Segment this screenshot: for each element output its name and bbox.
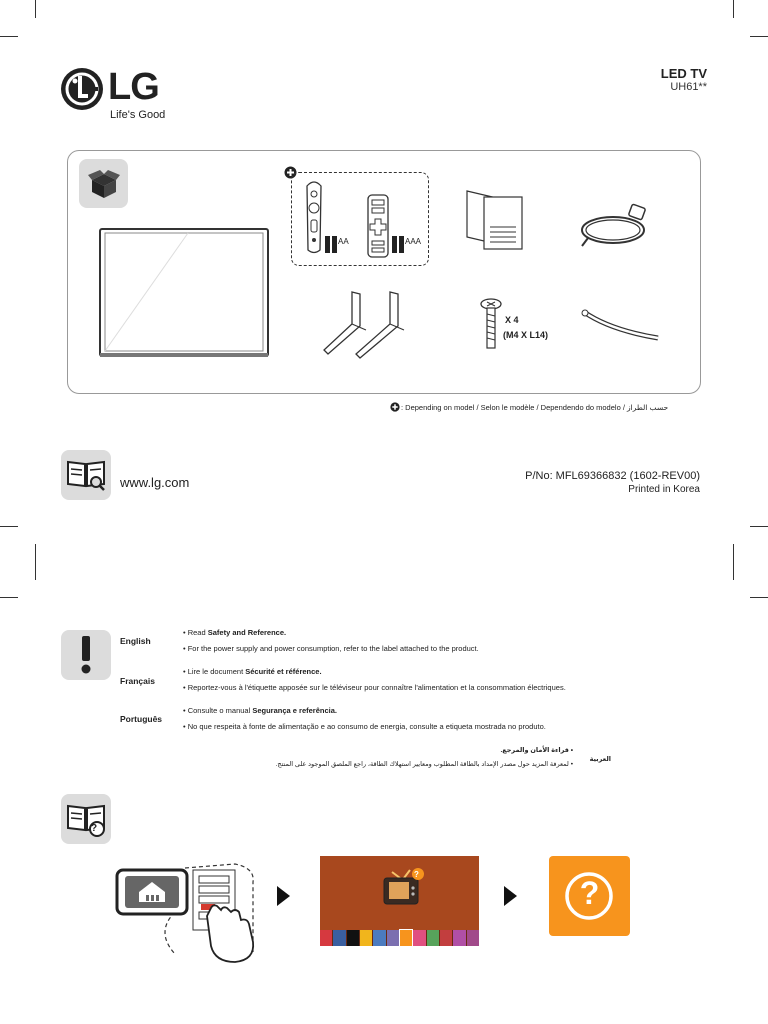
crop-mark (0, 526, 18, 527)
product-type: LED TV (660, 66, 707, 81)
portuguese-line-2: • No que respeita à fonte de alimentação e ao consumo de energia, consulte a etiqueta mostrada no produto. (183, 722, 546, 731)
arabic-line-2: • لمعرفة المزيد حول مصدر الإمداد بالطاقة المطلوب ومعايير استهلاك الطاقة، راجع الملصق الموجود على المنتج. (275, 761, 573, 768)
lang-english: English (120, 636, 151, 646)
lang-portuguese: Português (120, 714, 163, 724)
optional-plus-icon (390, 402, 400, 412)
crop-mark (0, 36, 18, 37)
portuguese-line-1: • Consulte o manual Segurança e referência. (183, 706, 337, 715)
model-number: UH61** (670, 81, 707, 93)
lang-arabic: العربية (589, 756, 611, 763)
battery-aa-icon (324, 234, 338, 254)
screw-count: X 4 (505, 315, 519, 325)
battery-aaa-icon (391, 234, 405, 254)
package-icon (86, 166, 122, 202)
remote-home-illustration (115, 862, 265, 966)
help-badge: ? (414, 870, 419, 879)
tv-illustration (98, 227, 270, 359)
app-launcher-bar (320, 930, 479, 946)
tv-home-screen (320, 856, 479, 946)
battery-aaa-label: AAA (405, 237, 422, 246)
help-mark: ? (91, 823, 98, 834)
screw-icon (479, 298, 503, 352)
manual-tile (61, 450, 111, 500)
magic-remote-icon (304, 180, 324, 256)
battery-aa-label: AA (338, 237, 349, 246)
crop-mark (0, 597, 18, 598)
manuals-icon (465, 189, 525, 251)
step-arrow (277, 886, 290, 906)
standard-remote-icon (366, 193, 390, 259)
cable-holder-icon (580, 308, 662, 344)
brand-tagline: Life's Good (110, 109, 166, 121)
brand-name: LG (108, 66, 159, 108)
optional-footnote: : Depending on model / Selon le modèle / Dependendo do modelo / حسب الطراز (401, 403, 669, 412)
part-number: P/No: MFL69366832 (1602-REV00) (525, 470, 700, 482)
french-line-2: • Reportez-vous à l'étiquette apposée sur le téléviseur pour connaître l'alimentation et la consommation électriques. (183, 683, 566, 692)
power-cord-icon (578, 200, 656, 250)
exclamation-icon (79, 636, 93, 674)
book-search-icon (66, 458, 106, 492)
help-manual-tile (61, 794, 111, 844)
crop-mark (35, 0, 36, 18)
arabic-line-1: • قراءة الأمان والمرجع. (500, 747, 573, 754)
help-app-tile (549, 856, 630, 936)
english-line-2: • For the power supply and power consumption, refer to the label attached to the product. (183, 644, 479, 653)
lang-french: Français (120, 676, 155, 686)
crop-mark (733, 544, 734, 580)
stand-icon (322, 288, 408, 360)
crop-mark (750, 597, 768, 598)
help-question-mark: ? (579, 875, 600, 911)
printed-in: Printed in Korea (628, 484, 700, 495)
box-tile (79, 159, 128, 208)
warning-tile (61, 630, 111, 680)
crop-mark (35, 544, 36, 580)
english-line-1: • Read Safety and Reference. (183, 628, 287, 637)
step-arrow (504, 886, 517, 906)
book-help-icon (66, 802, 106, 838)
crop-mark (750, 526, 768, 527)
lg-logo (60, 66, 180, 122)
french-line-1: • Lire le document Sécurité et référence. (183, 667, 322, 676)
crop-mark (733, 0, 734, 18)
lg-face-icon (60, 67, 104, 111)
crop-mark (750, 36, 768, 37)
website-link[interactable]: www.lg.com (120, 475, 190, 490)
screw-spec: (M4 X L14) (503, 330, 549, 340)
